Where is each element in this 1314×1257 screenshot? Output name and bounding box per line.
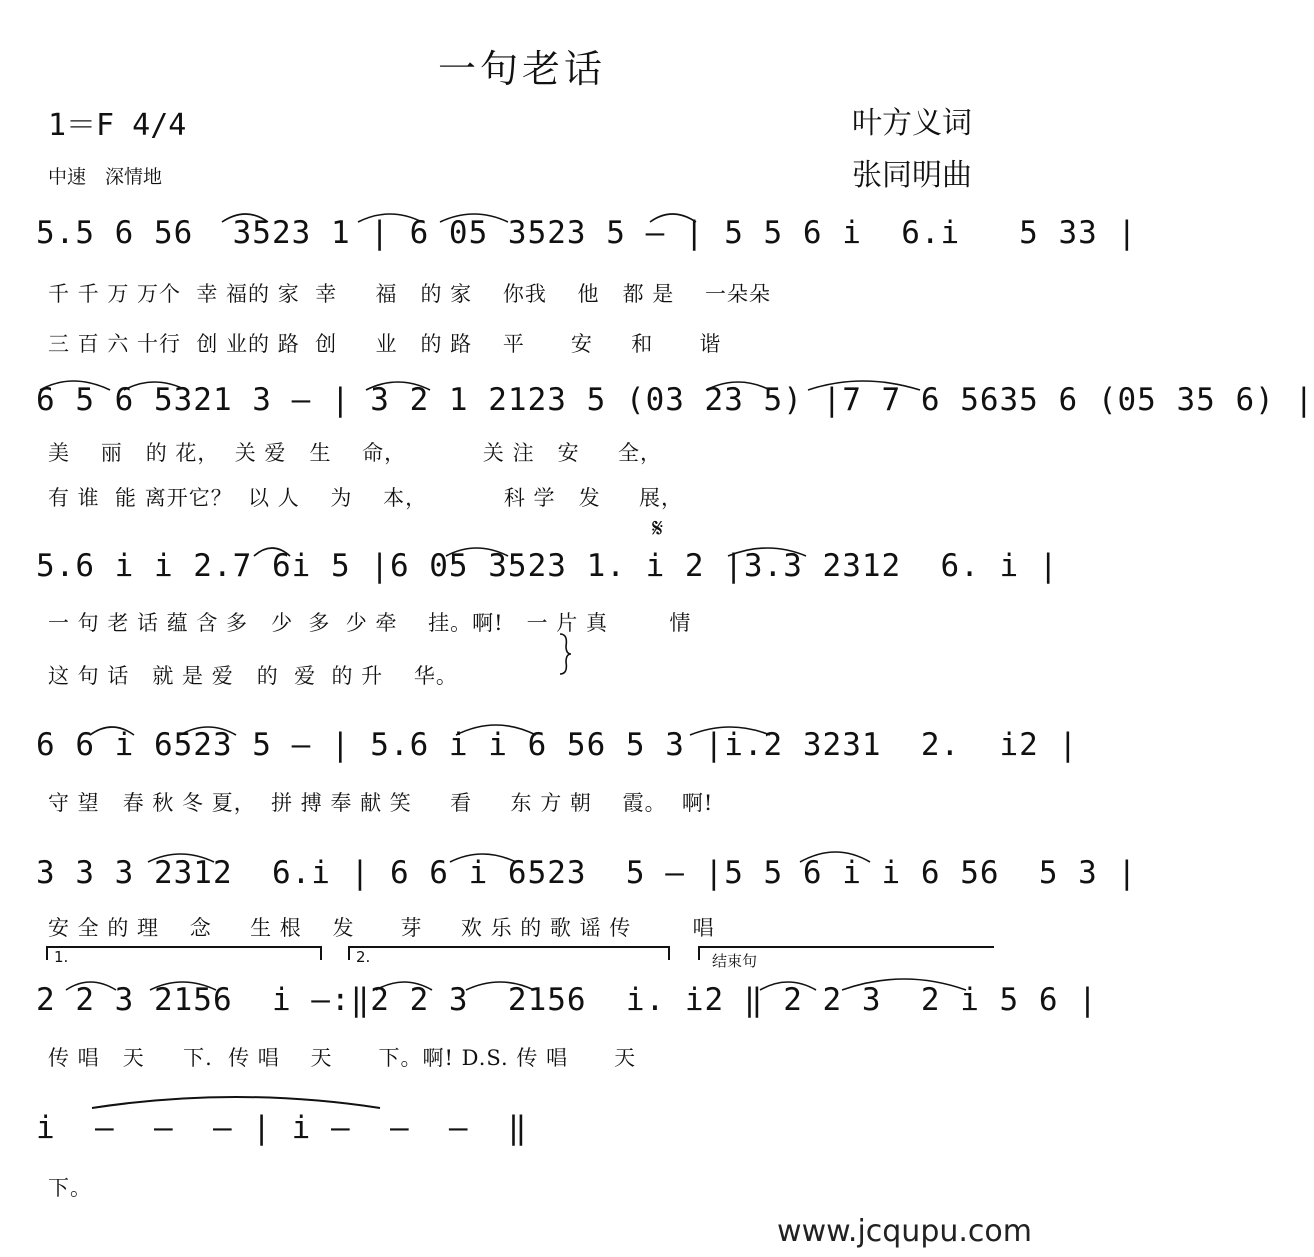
composer-credit: 张同明曲: [852, 158, 972, 193]
notation-line-5: 3 3 3 2312 6.i | 6 6 i 6523 5 – |5 5 6 i i 6 56 5 3 |: [36, 855, 1138, 891]
lyric-line-1b: 三 百 六 十行 创 业的 路 创 业 的 路 平 安 和 谐: [48, 332, 722, 356]
notation-line-7: i – – – | i – – – ‖: [36, 1110, 528, 1146]
volta-second-label: 2.: [356, 948, 371, 966]
notation-line-2: 6 5 6 5321 3 – | 3 2 1 2123 5 (03 23 5) |7 7 6 5635 6 (05 35 6) |: [36, 382, 1314, 418]
lyric-line-3a: 一 句 老 话 蕴 含 多 少 多 少 牵 挂。啊! 一 片 真 情: [48, 611, 692, 635]
notation-line-1: 5.5 6 56 3523 1 | 6 05 3523 5 – | 5 5 6 i 6.i 5 33 |: [36, 215, 1138, 251]
segno-sign: 𝄋: [652, 514, 664, 544]
page-title: 一句老话: [437, 47, 606, 91]
notation-line-4: 6 6 i 6523 5 – | 5.6 i i 6 56 5 3 |i.2 3231 2. i2 |: [36, 727, 1079, 763]
volta-first-label: 1.: [54, 948, 69, 966]
lyric-line-4: 守 望 春 秋 冬 夏， 拼 搏 奉 献 笑 看 东 方 朝 霞。 啊!: [48, 791, 714, 815]
lyric-line-6: 传 唱 天 下. 传 唱 天 下。啊! D.S. 传 唱 天: [48, 1046, 637, 1070]
notation-line-6: 2 2 3 2156 i –:‖2 2 3 2156 i. i2 ‖ 2 2 3 2 i 5 6 |: [36, 982, 1098, 1018]
lyric-line-3b: 这 句 话 就 是 爱 的 爱 的 升 华。: [48, 664, 458, 688]
volta-ending-label: 结束句: [712, 952, 758, 970]
lyricist-credit: 叶方义词: [852, 106, 972, 141]
lyric-line-2b: 有 谁 能 离开它？ 以 人 为 本， 科 学 发 展，: [48, 486, 683, 510]
site-watermark: www.jcqupu.com: [777, 1214, 1032, 1249]
tempo-marking: 中速 深情地: [48, 166, 163, 188]
lyric-line-2a: 美 丽 的 花， 关 爱 生 命， 关 注 安 全，: [48, 441, 662, 465]
notation-line-3: 5.6 i i 2.7 6i 5 |6 05 3523 1. i 2 |3.3 2312 6. i |: [36, 548, 1059, 584]
lyric-line-5: 安 全 的 理 念 生 根 发 芽 欢 乐 的 歌 谣 传 唱: [48, 916, 715, 940]
lyric-line-7: 下。: [48, 1176, 92, 1200]
lyric-line-1a: 千 千 万 万个 幸 福的 家 幸 福 的 家 你我 他 都 是 一朵朵: [48, 282, 771, 306]
key-signature: 1＝F 4/4: [48, 108, 187, 143]
